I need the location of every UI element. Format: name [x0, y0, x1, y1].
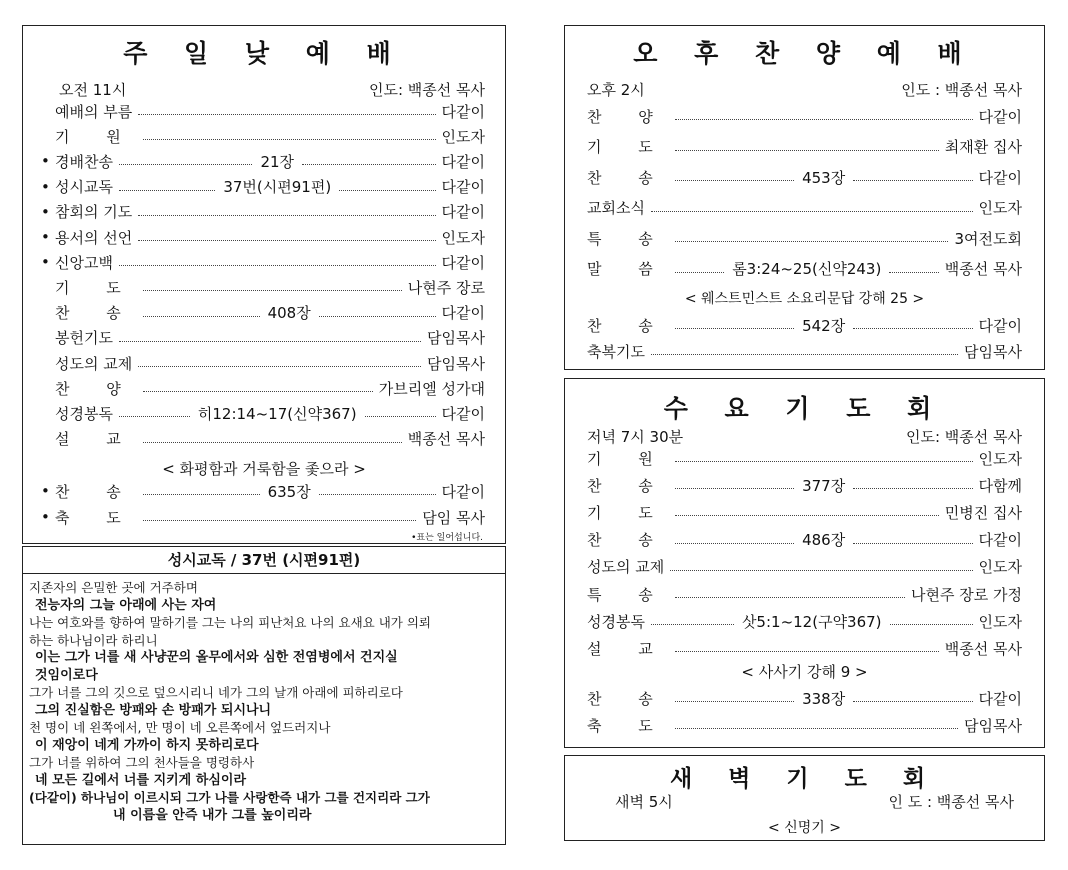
order-item [565, 608, 1044, 634]
order-item-person: 가브리엘 성가대 [378, 379, 485, 398]
order-item [23, 199, 505, 225]
order-item-person: 최재환 집사 [944, 138, 1022, 156]
order-item-name: 신앙고백 [55, 253, 113, 272]
responsive-reading-line: 천 명이 네 왼쪽에서, 만 명이 네 오른쪽에서 엎드러지나 [29, 720, 331, 735]
dawn-leader: 인 도 : 백종선 목사 [888, 792, 1014, 811]
leader-dots [143, 390, 373, 392]
order-item-name: 축복기도 [587, 342, 645, 361]
dawn-header-row [565, 788, 1044, 814]
leader-dots [675, 487, 794, 489]
leader-dots [675, 240, 949, 242]
order-item-person: 다같이 [978, 531, 1023, 550]
sunday-time: 오전 11시 [59, 80, 127, 99]
order-item [565, 499, 1044, 525]
order-item [565, 338, 1044, 364]
order-item-name: 찬 송 [55, 482, 137, 501]
responsive-reading-line: 이 재앙이 네게 가까이 하지 못하리로다 [35, 737, 259, 753]
leader-dots [319, 493, 436, 495]
leader-dots [651, 623, 734, 625]
order-item-person: 담임 목사 [422, 508, 485, 527]
order-item-person: 인도자 [441, 127, 485, 146]
order-item-person: 다같이 [441, 152, 485, 171]
responsive-reading-line: 그가 너를 그의 깃으로 덮으시리니 네가 그의 날개 아래에 피하리로다 [29, 685, 403, 700]
responsive-reading-lines [23, 574, 505, 824]
order-item-person: 민병진 집사 [944, 503, 1022, 522]
order-item-name: 성시교독 [55, 178, 113, 197]
afternoon-leader: 인도 : 백종선 목사 [901, 80, 1022, 99]
leader-dots [651, 353, 958, 355]
order-item-detail: 삿5:1~12(구약367) [741, 612, 882, 631]
leader-dots [119, 264, 436, 266]
order-item-person: 다같이 [978, 107, 1022, 126]
leader-dots [675, 542, 794, 544]
order-item [565, 581, 1044, 607]
leader-dots [138, 239, 435, 241]
standing-bullet: • [41, 253, 50, 272]
leader-dots [138, 113, 435, 115]
leader-dots [853, 700, 972, 702]
afternoon-time: 오후 2시 [587, 80, 645, 99]
order-item-name: 특 송 [587, 229, 669, 248]
order-item-name: 설 교 [55, 430, 137, 449]
afternoon-service-box [564, 25, 1045, 370]
order-item-name: 찬 송 [587, 316, 669, 335]
order-item-name: 기 원 [587, 449, 669, 468]
leader-dots [675, 179, 794, 181]
leader-dots [319, 315, 436, 317]
order-item-name: 성도의 교제 [587, 558, 665, 577]
order-item [23, 325, 505, 351]
order-item [23, 426, 505, 452]
wednesday-leader: 인도: 백종선 목사 [905, 427, 1022, 446]
order-item-name: 찬 송 [587, 689, 669, 708]
order-item-name: 기 도 [587, 138, 669, 156]
responsive-reading-line: 이는 그가 너를 새 사냥꾼의 올무에서와 심한 전염병에서 건지실 [35, 650, 398, 665]
wednesday-service-title: 수 요 기 도 회 [663, 394, 946, 423]
leader-dots [143, 441, 402, 443]
order-item [565, 554, 1044, 580]
leader-dots [853, 327, 972, 329]
order-item-detail: 롬3:24~25(신약243) [732, 260, 882, 278]
order-item-detail: 338장 [802, 689, 846, 708]
order-item-name: 특 송 [587, 585, 669, 604]
leader-dots [119, 163, 252, 165]
order-item-person: 다함께 [978, 476, 1023, 495]
order-item [23, 224, 505, 250]
dawn-note: < 신명기 > [768, 820, 841, 836]
order-item-person: 담임목사 [964, 716, 1022, 735]
leader-dots [143, 519, 417, 521]
order-item [23, 400, 505, 426]
order-item-person: 다같이 [441, 304, 486, 323]
afternoon-header-row [565, 76, 1044, 102]
responsive-reading-line: 나는 여호와를 향하여 말하기를 그는 나의 피난처요 나의 요새요 내가 의뢰 [29, 615, 431, 630]
standing-bullet: • [41, 508, 50, 526]
order-item-name: 성경봉독 [587, 612, 645, 631]
afternoon-service-title: 오 후 찬 양 예 배 [633, 39, 976, 68]
order-item [565, 527, 1044, 553]
order-item-person: 담임목사 [964, 342, 1022, 361]
order-item-name: 축 도 [55, 508, 137, 527]
order-item-person: 다같이 [441, 253, 485, 272]
order-item-name: 예배의 부름 [55, 102, 133, 121]
order-item [565, 225, 1044, 251]
order-item-person: 담임목사 [427, 329, 485, 348]
leader-dots [675, 118, 973, 120]
responsive-reading-line: 지존자의 은밀한 곳에 거주하며 [29, 580, 198, 595]
order-item-name: 경배찬송 [55, 152, 113, 171]
sunday-service-box [22, 25, 506, 544]
responsive-reading-line: 내 이름을 안즉 내가 그를 높이리라 [113, 807, 312, 823]
order-item-name: 참회의 기도 [55, 203, 133, 222]
leader-dots [143, 138, 436, 140]
order-item-name: 용서의 선언 [55, 228, 133, 247]
order-item-detail: 377장 [802, 476, 846, 495]
leader-dots [675, 727, 958, 729]
leader-dots [138, 214, 435, 216]
order-item-person: 백종선 목사 [944, 639, 1022, 658]
order-item [23, 375, 505, 401]
order-item-person: 다같이 [441, 102, 485, 121]
order-item-detail: 635장 [267, 482, 311, 501]
responsive-reading-line: (다같이) 하나님이 이르시되 그가 나를 사랑한즉 내가 그를 건지리라 그가 [29, 790, 430, 805]
leader-dots [890, 623, 973, 625]
order-item [23, 249, 505, 275]
leader-dots [119, 189, 215, 191]
order-item [23, 274, 505, 300]
responsive-reading-line: 그가 너를 위하여 그의 천사들을 명령하사 [29, 755, 255, 770]
leader-dots [889, 271, 938, 273]
order-item [23, 123, 505, 149]
order-item [565, 685, 1044, 711]
standing-bullet: • [41, 152, 50, 171]
order-item [23, 148, 505, 174]
order-item [23, 300, 505, 326]
order-item-name: 찬 송 [587, 476, 669, 495]
leader-dots [119, 340, 421, 342]
standing-bullet: • [41, 482, 50, 500]
order-item-person: 다같이 [441, 404, 485, 423]
standing-bullet: • [41, 202, 50, 221]
order-item-person: 다같이 [978, 168, 1023, 187]
responsive-reading-box [22, 546, 506, 845]
order-item-person: 다같이 [441, 482, 486, 501]
order-item-name: 찬 송 [55, 304, 137, 323]
leader-dots [853, 542, 972, 544]
order-item-person: 나현주 장로 [407, 278, 485, 297]
responsive-reading-line: 그의 진실함은 방패와 손 방패가 되시나니 [35, 702, 272, 718]
order-item [565, 195, 1044, 221]
leader-dots [365, 415, 436, 417]
responsive-reading-line: 하는 하나님이라 하리니 [29, 632, 158, 648]
leader-dots [670, 569, 972, 571]
leader-dots [143, 289, 402, 291]
order-item-person: 담임목사 [427, 354, 485, 373]
order-item-name: 기 원 [55, 127, 137, 146]
leader-dots [143, 315, 260, 317]
order-item-name: 찬 송 [587, 531, 669, 550]
leader-dots [119, 415, 190, 417]
order-item-name: 교회소식 [587, 199, 645, 217]
order-item [565, 256, 1044, 282]
order-item-name: 찬 송 [587, 168, 669, 187]
order-item-person: 다같이 [441, 178, 486, 197]
wednesday-sermon-title: < 사사기 강해 9 > [741, 663, 868, 681]
order-item-person: 3여전도회 [954, 229, 1022, 248]
order-item [565, 164, 1044, 190]
order-item [23, 478, 505, 504]
wednesday-service-box [564, 378, 1045, 748]
order-item [23, 174, 505, 200]
order-item [23, 98, 505, 124]
order-item-person: 인도자 [978, 199, 1022, 217]
responsive-reading-line: 것임이로다 [35, 667, 98, 683]
sunday-sermon-title: < 화평함과 거룩함을 좇으라 > [162, 460, 366, 478]
order-item-name: 축 도 [587, 716, 669, 735]
order-item-detail: 408장 [267, 304, 311, 323]
leader-dots [675, 271, 724, 273]
order-item [565, 445, 1044, 471]
order-item-detail: 21장 [260, 152, 295, 171]
order-item-person: 나현주 장로 가정 [911, 585, 1022, 604]
order-item-name: 성도의 교제 [55, 354, 133, 373]
leader-dots [675, 596, 905, 598]
leader-dots [302, 163, 435, 165]
order-item [565, 635, 1044, 661]
leader-dots [675, 149, 939, 151]
order-item-name: 설 교 [587, 639, 669, 658]
leader-dots [675, 327, 794, 329]
sunday-service-title: 주 일 낮 예 배 [123, 39, 405, 68]
leader-dots [853, 487, 972, 489]
order-item-person: 인도자 [978, 449, 1022, 468]
order-item-person: 백종선 목사 [944, 260, 1022, 278]
order-item [565, 134, 1044, 160]
order-item [565, 472, 1044, 498]
dawn-service-title: 새 벽 기 도 회 [669, 766, 940, 792]
order-item [23, 504, 505, 530]
sunday-footnote: •표는 일어섭니다. [411, 533, 483, 543]
leader-dots [675, 650, 939, 652]
standing-bullet: • [41, 177, 50, 196]
leader-dots [138, 365, 421, 367]
order-item-detail: 486장 [802, 531, 846, 550]
sunday-leader: 인도: 백종선 목사 [368, 80, 485, 99]
order-item [565, 712, 1044, 738]
order-item-detail: 542장 [802, 316, 846, 335]
responsive-reading-line: 전능자의 그늘 아래에 사는 자여 [35, 597, 217, 613]
order-item-name: 성경봉독 [55, 404, 113, 423]
order-item-name: 말 씀 [587, 260, 669, 278]
order-item-person: 인도자 [978, 612, 1022, 631]
leader-dots [339, 189, 435, 191]
leader-dots [143, 493, 260, 495]
order-item-detail: 453장 [802, 168, 846, 187]
leader-dots [675, 460, 973, 462]
order-item-person: 백종선 목사 [407, 430, 485, 449]
order-item-name: 기 도 [587, 503, 669, 522]
order-item-detail: 히12:14~17(신약367) [197, 404, 357, 423]
leader-dots [853, 179, 972, 181]
wednesday-time: 저녁 7시 30분 [587, 427, 684, 446]
afternoon-sermon-title: < 웨스트민스트 소요리문답 강해 25 > [684, 291, 925, 307]
order-item-name: 찬 양 [587, 107, 669, 126]
order-item-name: 찬 양 [55, 379, 137, 398]
dawn-service-box [564, 755, 1045, 841]
order-item [565, 312, 1044, 338]
order-item-person: 다같이 [978, 316, 1023, 335]
order-item-person: 인도자 [441, 228, 485, 247]
order-item [23, 350, 505, 376]
order-item-person: 다같이 [441, 203, 485, 222]
order-item [565, 103, 1044, 129]
standing-bullet: • [41, 228, 50, 246]
order-item-person: 다같이 [978, 689, 1023, 708]
responsive-reading-line: 네 모든 길에서 너를 지키게 하심이라 [35, 772, 246, 788]
leader-dots [675, 700, 794, 702]
dawn-time: 새벽 5시 [615, 792, 673, 811]
order-item-person: 인도자 [978, 558, 1022, 577]
order-item-detail: 37번(시편91편) [223, 178, 332, 197]
order-item-name: 기 도 [55, 278, 137, 297]
leader-dots [651, 210, 973, 212]
order-item-name: 봉헌기도 [55, 329, 113, 348]
leader-dots [675, 514, 939, 516]
responsive-reading-title: 성시교독 / 37번 (시편91편) [23, 547, 505, 574]
